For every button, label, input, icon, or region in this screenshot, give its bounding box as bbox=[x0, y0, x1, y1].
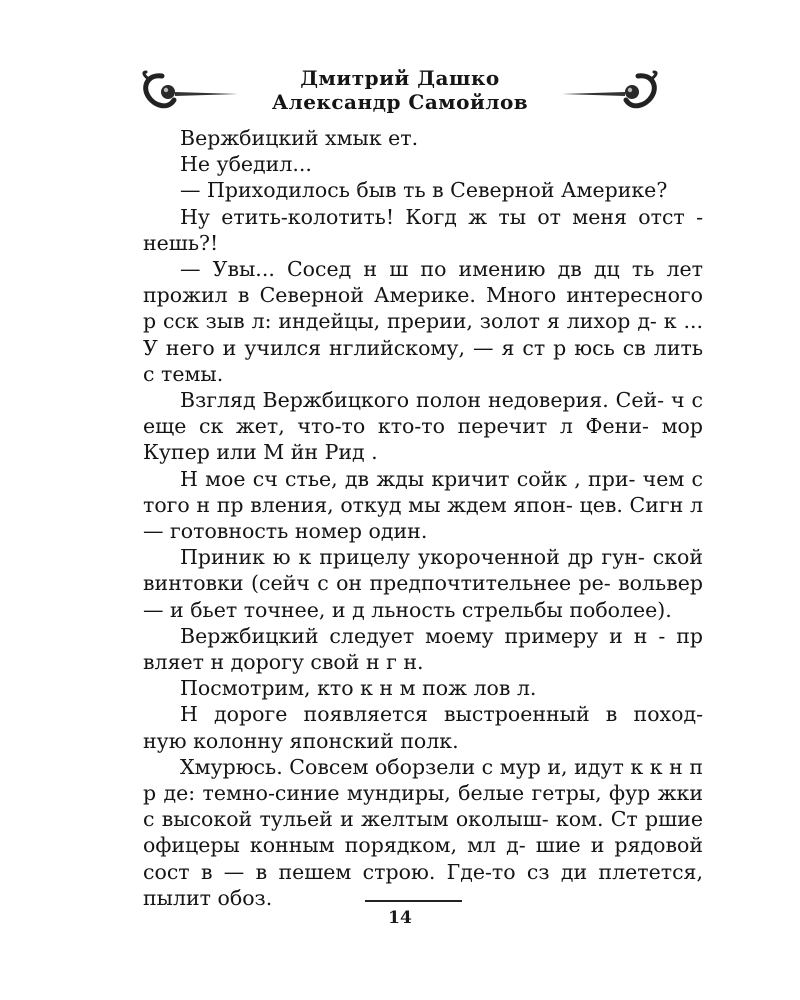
footer-rule bbox=[365, 900, 462, 902]
page-number: 14 bbox=[388, 908, 412, 928]
paragraph: Ну етить-колотить! Когд ж ты от меня отст - нешь?! bbox=[143, 204, 703, 255]
author-name-1: Дмитрий Дашко bbox=[300, 66, 500, 90]
heart-swirl-ornament-icon bbox=[560, 70, 660, 114]
paragraph: Н мое сч стье, дв жды кричит сойк , при- чем с того н пр вления, откуд мы ждем япон- цев. Сигн л — готовность номер один. bbox=[143, 466, 703, 544]
author-name-2: Александр Самойлов bbox=[271, 90, 529, 114]
paragraph: Вержбицкий следует моему примеру и н - пр вляет н дорогу свой н г н. bbox=[143, 623, 703, 675]
paragraph: Взгляд Вержбицкого полон недоверия. Сей- ч с еще ск жет, что-то кто-то перечит л Фени- мор Купер или М йн Рид . bbox=[143, 388, 703, 465]
body-text bbox=[143, 125, 703, 911]
page-header bbox=[0, 62, 800, 122]
paragraph: Приник ю к прицелу укороченной др гун- ской винтовки (сейч с он предпочтительнее ре- вольвер — и бьет точнее, и д льность стрельбы поболее). bbox=[143, 545, 703, 622]
paragraph: — Увы... Сосед н ш по имению дв дц ть лет прожил в Северной Америке. Много интересного р сск зыв л: индейцы, прерии, золот я лихор д- к ... У него и учился нглийскому, — я ст р юсь св лить с темы. bbox=[143, 257, 703, 386]
paragraph: Не убедил... bbox=[180, 152, 312, 177]
paragraph: Хмурюсь. Совсем оборзели с мур и, идут к к н п р де: темно-синие мундиры, белые гетры, фур жки с высокой тульей и желтым околыш- ком. Ст ршие офицеры конным порядком, мл д- шие и рядовой сост в — в пешем строю. Где-то сз ди плетется, пылит обоз. bbox=[143, 754, 703, 910]
paragraph: Вержбицкий хмык ет. bbox=[180, 126, 419, 150]
paragraph: Н дороге появляется выстроенный в поход- ную колонну японский полк. bbox=[143, 702, 703, 753]
paragraph: Посмотрим, кто к н м пож лов л. bbox=[180, 676, 537, 701]
paragraph: — Приходилось быв ть в Северной Америке? bbox=[180, 178, 668, 203]
